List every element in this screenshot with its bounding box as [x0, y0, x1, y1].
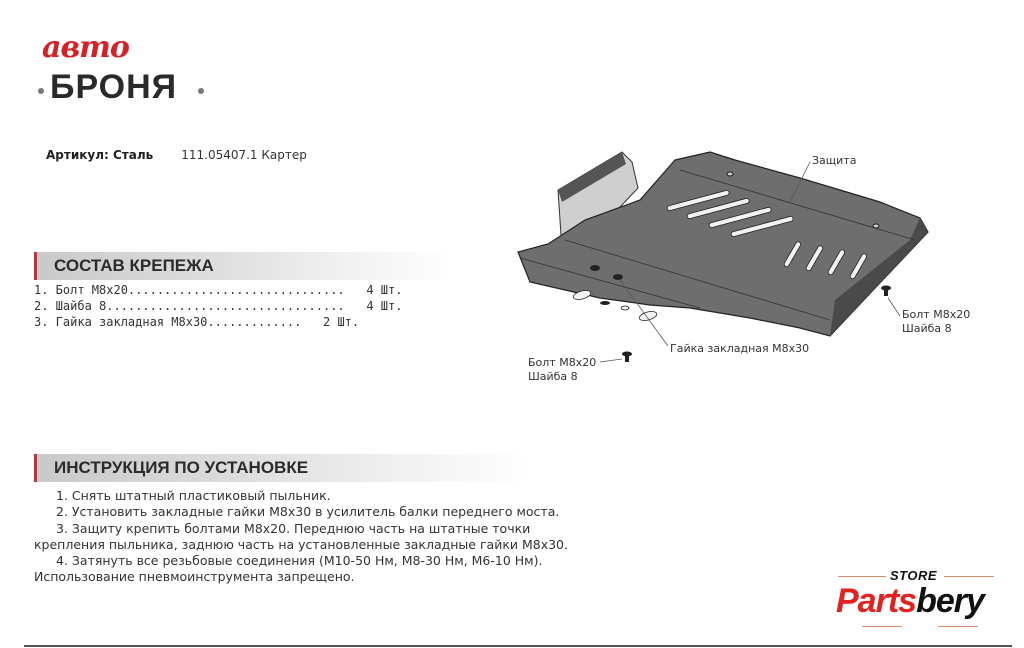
- fasteners-list: [34, 282, 402, 330]
- brand-red-part: Parts: [836, 582, 917, 620]
- callout-right-washer: Шайба 8: [902, 322, 952, 335]
- store-logo: [832, 568, 1012, 638]
- brand-logo: [38, 30, 208, 110]
- callout-shield: Защита: [812, 154, 857, 167]
- instruction-step: 4. Затянуть все резьбовые соединения (М10-50 Нм, М8-30 Нм, М6-10 Нм). Использование пневмоинструмента запрещено.: [34, 553, 543, 585]
- article-line: [46, 148, 307, 162]
- callout-left-washer: Шайба 8: [528, 370, 578, 383]
- instruction-step: 2. Установить закладные гайки М8х30 в усилитель балки переднего моста.: [56, 504, 560, 520]
- callout-left-bolt: Болт М8х20: [528, 356, 597, 369]
- store-decor-line: [938, 626, 978, 627]
- fastener-name: 2. Шайба 8.................................: [34, 299, 345, 313]
- article-value: 111.05407.1 Картер: [181, 148, 307, 162]
- brand-black-part: bery: [916, 582, 984, 620]
- fasteners-section-header: [34, 252, 454, 280]
- store-brand: [836, 582, 984, 621]
- bottom-divider: [24, 645, 1012, 647]
- article-label: Артикул: Сталь: [46, 148, 154, 162]
- store-decor-line: [838, 576, 886, 577]
- instructions-section-title: ИНСТРУКЦИЯ ПО УСТАНОВКЕ: [54, 458, 309, 477]
- instruction-step: 3. Защиту крепить болтами М8х20. Переднюю часть на штатные точки крепления пыльника, заднюю часть на установленные закладные гайки М8х30.: [34, 520, 568, 552]
- logo-script-text: авто: [42, 30, 129, 65]
- fastener-qty: 4 Шт.: [366, 299, 403, 313]
- fastener-name: 3. Гайка закладная М8х30.............: [34, 315, 302, 329]
- callout-nut: Гайка закладная М8х30: [670, 342, 810, 355]
- logo-main-text: БРОНЯ: [50, 68, 178, 106]
- fasteners-section-title: СОСТАВ КРЕПЕЖА: [54, 256, 214, 275]
- list-item: [34, 314, 402, 330]
- instruction-step: 1. Снять штатный пластиковый пыльник.: [56, 488, 331, 503]
- list-item: [34, 298, 402, 314]
- store-decor-line: [944, 576, 994, 577]
- instructions-list: [34, 488, 574, 586]
- fastener-name: 1. Болт М8х20..............................: [34, 283, 345, 297]
- store-decor-line: [862, 626, 902, 627]
- fastener-qty: 4 Шт.: [366, 283, 403, 297]
- store-label: STORE: [890, 568, 938, 583]
- logo-dot-right: [198, 88, 204, 94]
- fastener-qty: 2 Шт.: [323, 315, 360, 329]
- logo-dot-left: [38, 88, 44, 94]
- section-accent: [34, 454, 37, 482]
- section-accent: [34, 252, 37, 280]
- list-item: [34, 282, 402, 298]
- instructions-section-header: [34, 454, 534, 482]
- skid-plate-diagram: [500, 140, 1020, 400]
- callout-right-bolt: Болт М8х20: [902, 308, 971, 321]
